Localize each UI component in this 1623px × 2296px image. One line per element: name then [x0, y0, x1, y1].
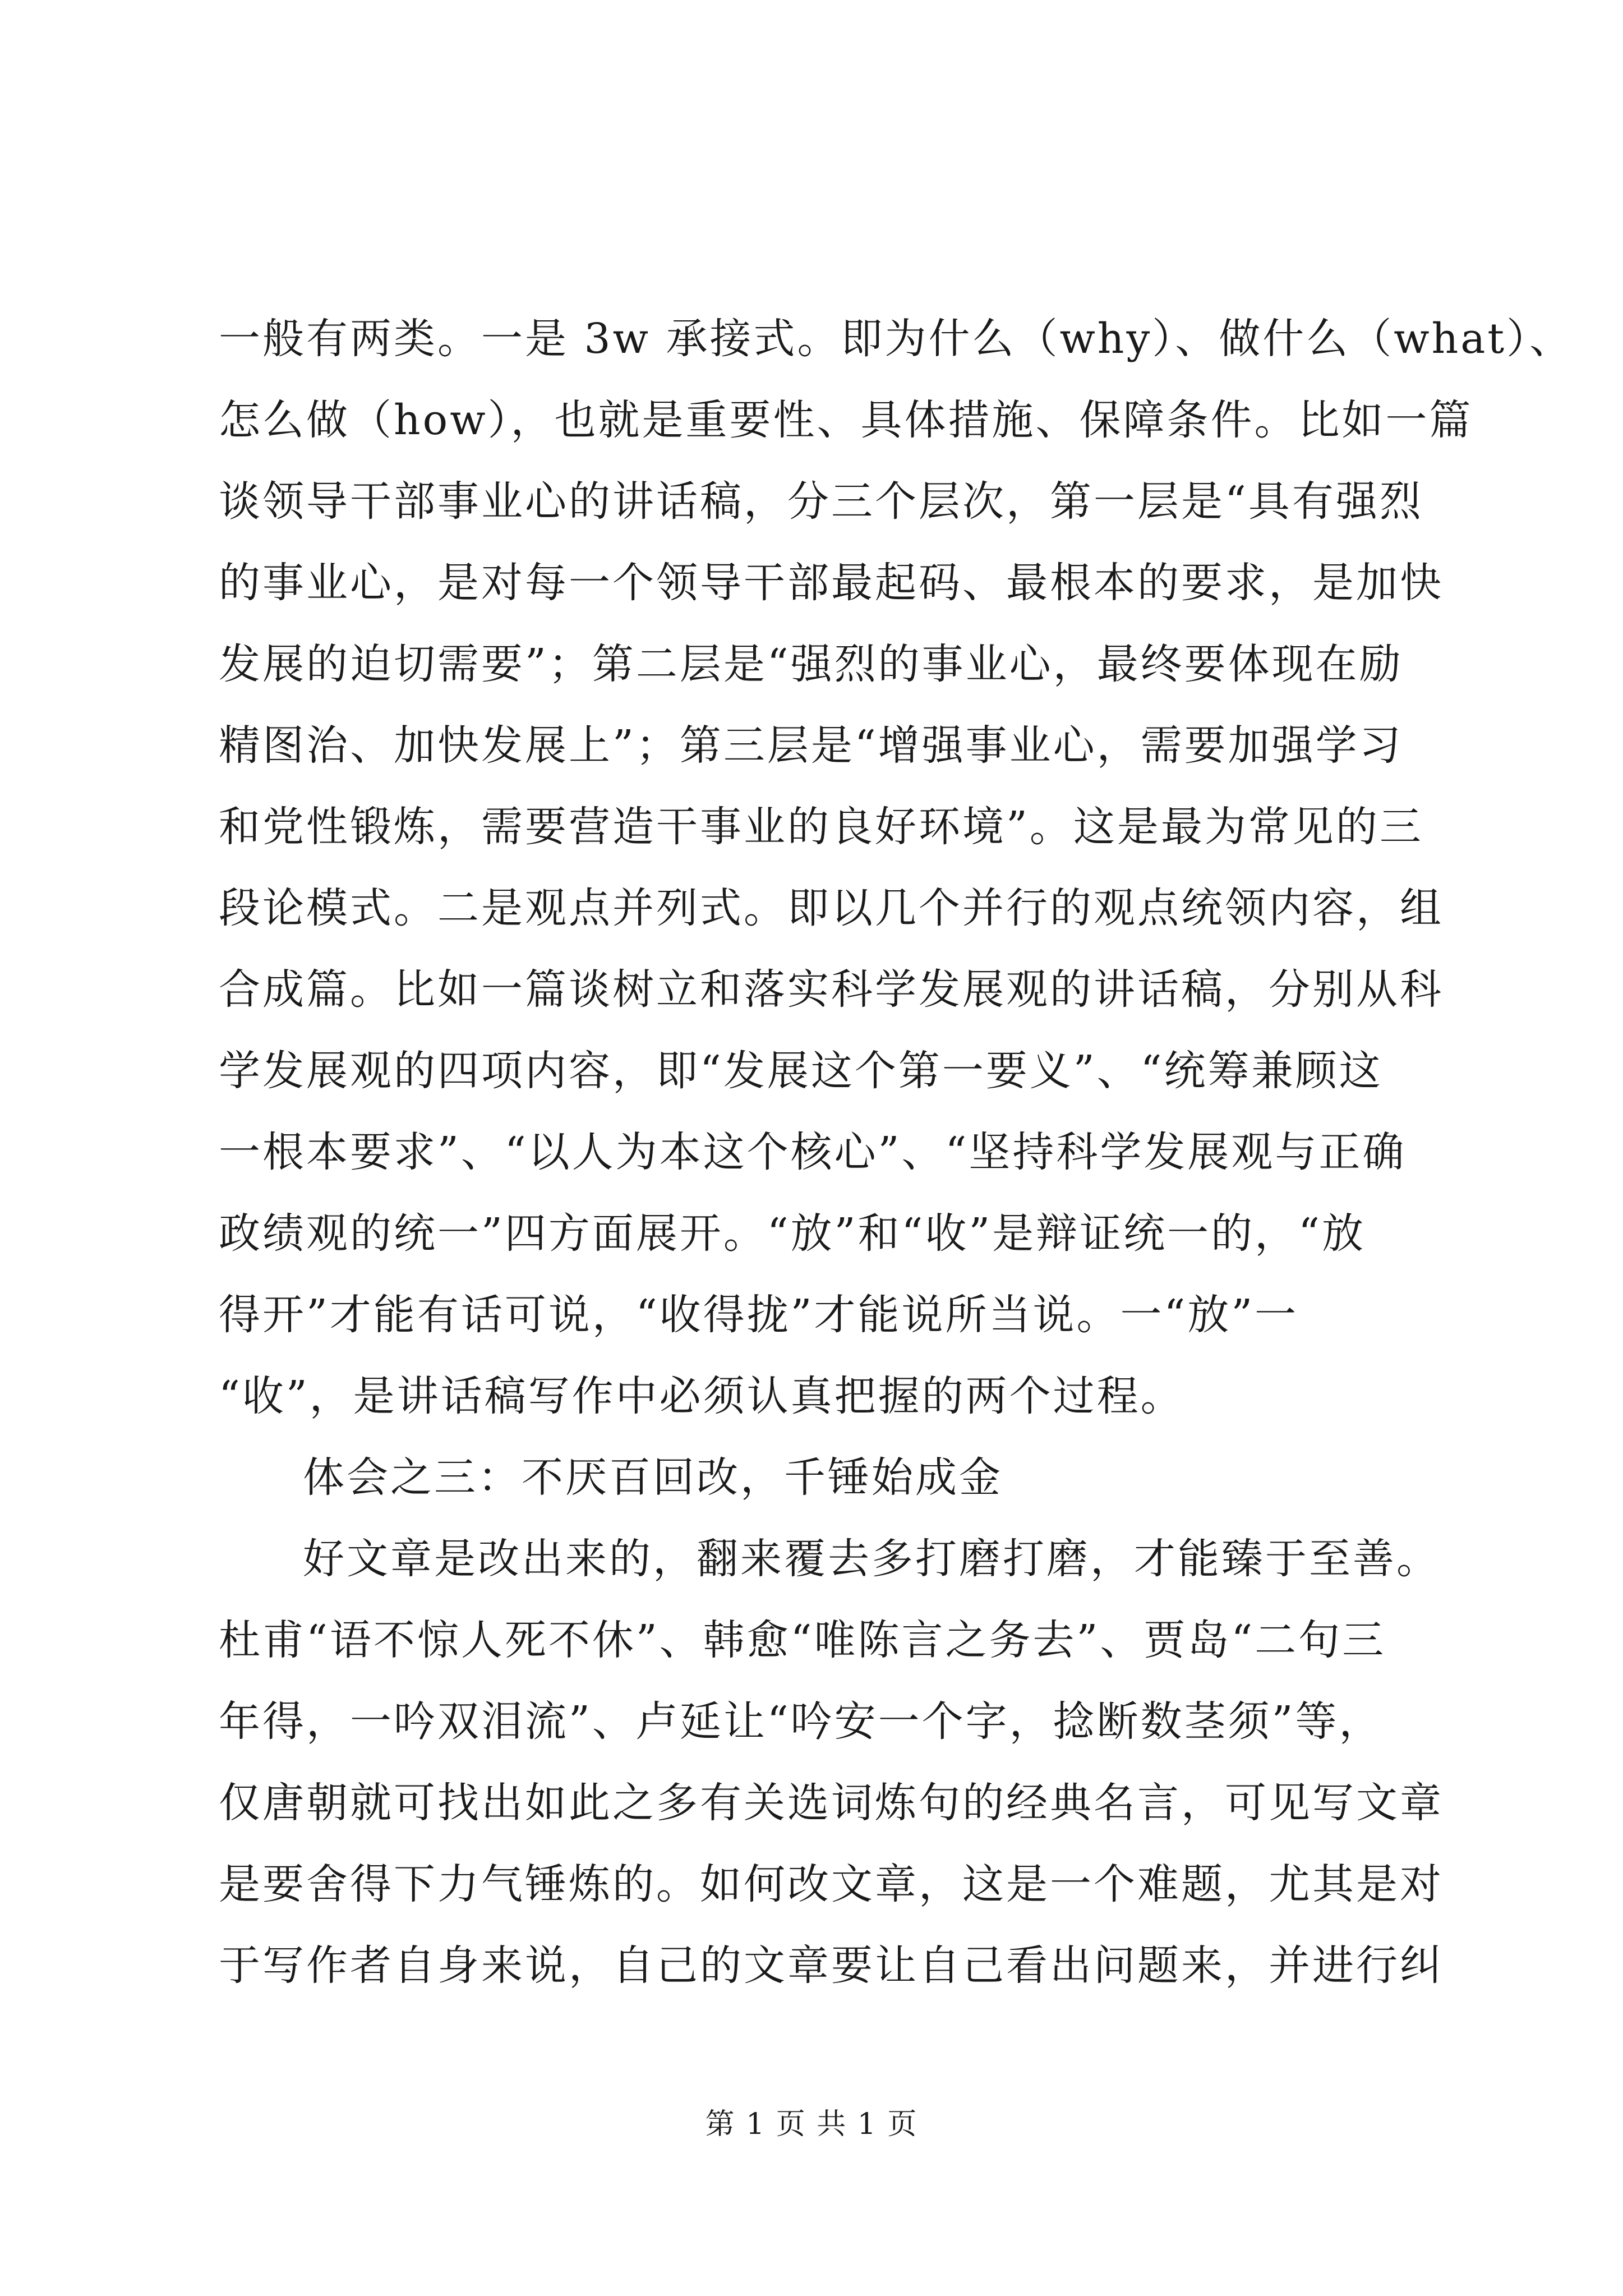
text-line: 精图治、加快发展上”；第三层是“增强事业心，需要加强学习: [219, 721, 1403, 770]
text-line: 的事业心，是对每一个领导干部最起码、最根本的要求，是加快: [219, 559, 1444, 607]
text-line: 学发展观的四项内容，即“发展这个第一要义”、“统筹兼顾这: [219, 1047, 1383, 1095]
text-line: 年得，一吟双泪流”、卢延让“吟安一个字，捻断数茎须”等，: [219, 1697, 1383, 1746]
text-line: 发展的迫切需要”；第二层是“强烈的事业心，最终要体现在励: [219, 640, 1403, 688]
text-line: 合成篇。比如一篇谈树立和落实科学发展观的讲话稿，分别从科: [219, 965, 1444, 1014]
text-line: 一根本要求”、“以人为本这个核心”、“坚持科学发展观与正确: [219, 1128, 1407, 1176]
section-heading: 体会之三：不厌百回改，千锤始成金: [303, 1453, 1003, 1502]
text-line: 仅唐朝就可找出如此之多有关选词炼句的经典名言，可见写文章: [219, 1779, 1444, 1827]
paragraph-first-line: 好文章是改出来的，翻来覆去多打磨打磨，才能臻于至善。: [303, 1535, 1440, 1583]
page-footer: 第 1 页 共 1 页: [705, 2108, 918, 2141]
text-line: “收”，是讲话稿写作中必须认真把握的两个过程。: [219, 1372, 1184, 1420]
text-line: 一般有两类。一是 3w 承接式。即为什么（why）、做什么（what）、: [219, 315, 1574, 363]
body-text: [219, 298, 1574, 2007]
text-line: 得开”才能有话可说，“收得拢”才能说所当说。一“放”一: [219, 1291, 1299, 1339]
text-line: 谈领导干部事业心的讲话稿，分三个层次，第一层是“具有强烈: [219, 477, 1423, 526]
text-line: 于写作者自身来说，自己的文章要让自己看出问题来，并进行纠: [219, 1941, 1444, 1990]
text-line: 段论模式。二是观点并列式。即以几个并行的观点统领内容，组: [219, 884, 1444, 932]
text-line: 政绩观的统一”四方面展开。“放”和“收”是辩证统一的，“放: [219, 1209, 1366, 1258]
text-line: 怎么做（how），也就是重要性、具体措施、保障条件。比如一篇: [219, 396, 1473, 444]
text-line: 是要舍得下力气锤炼的。如何改文章，这是一个难题，尤其是对: [219, 1860, 1444, 1908]
text-line: 和党性锻炼，需要营造干事业的良好环境”。这是最为常见的三: [219, 803, 1423, 851]
text-line: 杜甫“语不惊人死不休”、韩愈“唯陈言之务去”、贾岛“二句三: [219, 1616, 1386, 1664]
